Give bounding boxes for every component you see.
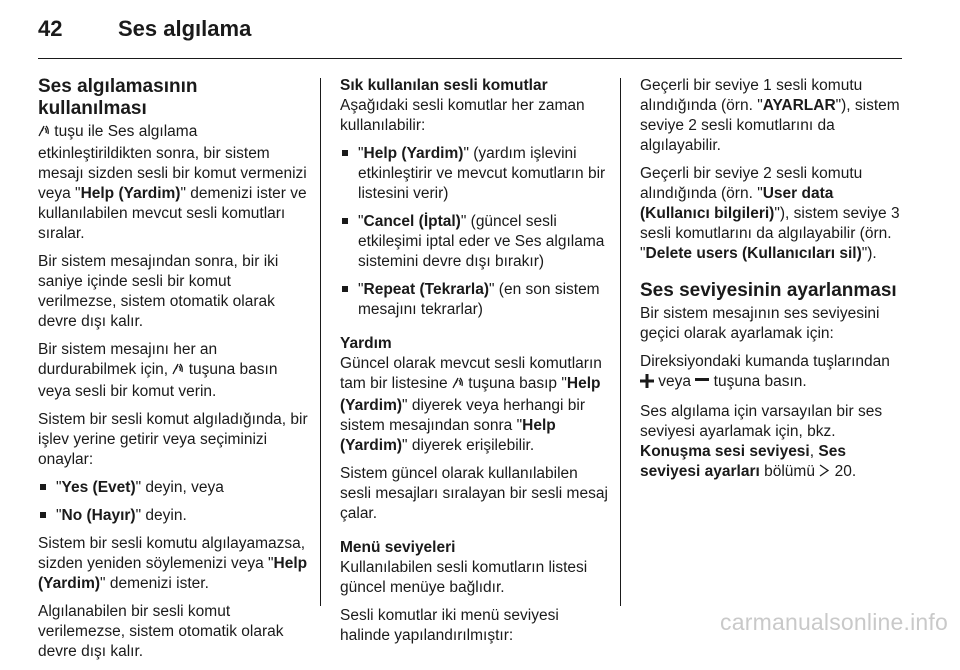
column-divider-2: [620, 78, 621, 606]
page-reference[interactable]: 20.: [830, 463, 857, 480]
bullet-square-icon: [38, 506, 56, 526]
paragraph: Geçerli bir seviye 1 sesli komutu alındığında (örn. "AYARLAR"), sistem seviye 2 sesli komutlarını da algılayabilir.: [640, 77, 900, 154]
column-2: [340, 76, 610, 654]
page-number: 42: [38, 16, 63, 41]
page-title: Ses algılama: [118, 16, 252, 41]
bullet-square-icon: [340, 212, 358, 272]
list-item: "No (Hayır)" deyin.: [38, 506, 310, 526]
reference-link-speech-volume[interactable]: Konuşma sesi seviyesi: [640, 443, 810, 460]
plus-icon: [640, 374, 654, 394]
minus-icon: [695, 374, 709, 394]
section-heading-voice-usage: Ses algılamasının kullanılması: [38, 76, 198, 119]
paragraph: Sistem bir sesli komut algıladığında, bir işlev yerine getirir veya seçiminizi onaylar:: [38, 411, 308, 468]
section-heading-volume: Ses seviyesinin ayarlanması: [640, 280, 897, 301]
paragraph: Algılanabilen bir sesli komut verilemezse, sistem otomatik olarak devre dışı kalır.: [38, 603, 284, 660]
paragraph: Sistem bir sesli komutu algılayamazsa, sizden yeniden söylemenizi veya "Help (Yardim)" demenizi ister.: [38, 535, 308, 592]
bullet-square-icon: [340, 144, 358, 204]
paragraph: Bir sistem mesajından sonra, bir iki saniye içinde sesli bir komut verilmezse, sistem otomatik olarak devre dışı kalır.: [38, 253, 279, 330]
voice-command-icon: [38, 124, 50, 144]
reference-link-volume-settings[interactable]: Ses seviyesi ayarları: [640, 443, 846, 480]
list-item: "Repeat (Tekrarla)" (en son sistem mesajını tekrarlar): [340, 280, 610, 320]
bullet-square-icon: [340, 280, 358, 320]
watermark: carmanualsonline.info: [720, 609, 948, 635]
voice-command-icon: [172, 362, 184, 382]
column-divider-1: [320, 78, 321, 606]
paragraph: Kullanılabilen sesli komutların listesi güncel menüye bağlıdır.: [340, 559, 588, 596]
column-3: [640, 76, 902, 491]
paragraph: Geçerli bir seviye 2 sesli komutu alındığında (örn. "User data (Kullanıcı bilgileri)"), sistem seviye 3 sesli komutlarını da algılayabilir (örn. "Delete users (Kullanıcıları sil)").: [640, 165, 900, 262]
page-reference-arrow-icon: [819, 463, 830, 483]
column-1: [38, 76, 310, 670]
paragraph: Sistem güncel olarak kullanılabilen sesli mesajları sıralayan bir sesli mesaj çalar.: [340, 465, 608, 522]
paragraph: Ses algılama için varsayılan bir ses seviyesi ayarlamak için, bkz. Konuşma sesi seviyesi, Ses seviyesi ayarları bölümü 20.: [640, 402, 902, 483]
paragraph: Güncel olarak mevcut sesli komutların tam bir listesine tuşuna basıp "Help (Yardim)" diyerek veya herhangi bir sistem mesajından sonra "Help (Yardim)" diyerek erişilebilir.: [340, 355, 602, 454]
subheading-menu-levels: Menü seviyeleri: [340, 539, 456, 556]
paragraph: Bir sistem mesajını her an durdurabilmek için, tuşuna basın veya sesli bir komut verin.: [38, 341, 278, 400]
list-item: "Yes (Evet)" deyin, veya: [38, 478, 310, 498]
paragraph: Bir sistem mesajının ses seviyesini geçici olarak ayarlamak için:: [640, 305, 880, 342]
paragraph: Sesli komutlar iki menü seviyesi halinde yapılandırılmıştır:: [340, 607, 559, 644]
subheading-common-commands: Sık kullanılan sesli komutlar: [340, 77, 548, 94]
paragraph: Aşağıdaki sesli komutlar her zaman kullanılabilir:: [340, 97, 585, 134]
paragraph: Direksiyondaki kumanda tuşlarından veya tuşuna basın.: [640, 352, 902, 394]
header-rule: [38, 58, 902, 59]
subheading-help: Yardım: [340, 335, 392, 352]
bullet-square-icon: [38, 478, 56, 498]
voice-command-icon: [452, 376, 464, 396]
list-item: "Cancel (İptal)" (güncel sesli etkileşimi iptal eder ve Ses algılama sistemini devre dışı bırakır): [340, 212, 610, 272]
page-header: [38, 16, 251, 50]
paragraph: tuşu ile Ses algılama etkinleştirildikten sonra, bir sistem mesajı sizden sesli bir komut vermenizi veya "Help (Yardim)" demenizi ister ve kullanılabilen mevcut sesli komutları sıralar.: [38, 123, 307, 242]
list-item: "Help (Yardim)" (yardım işlevini etkinleştirir ve mevcut komutların bir listesini verir): [340, 144, 610, 204]
